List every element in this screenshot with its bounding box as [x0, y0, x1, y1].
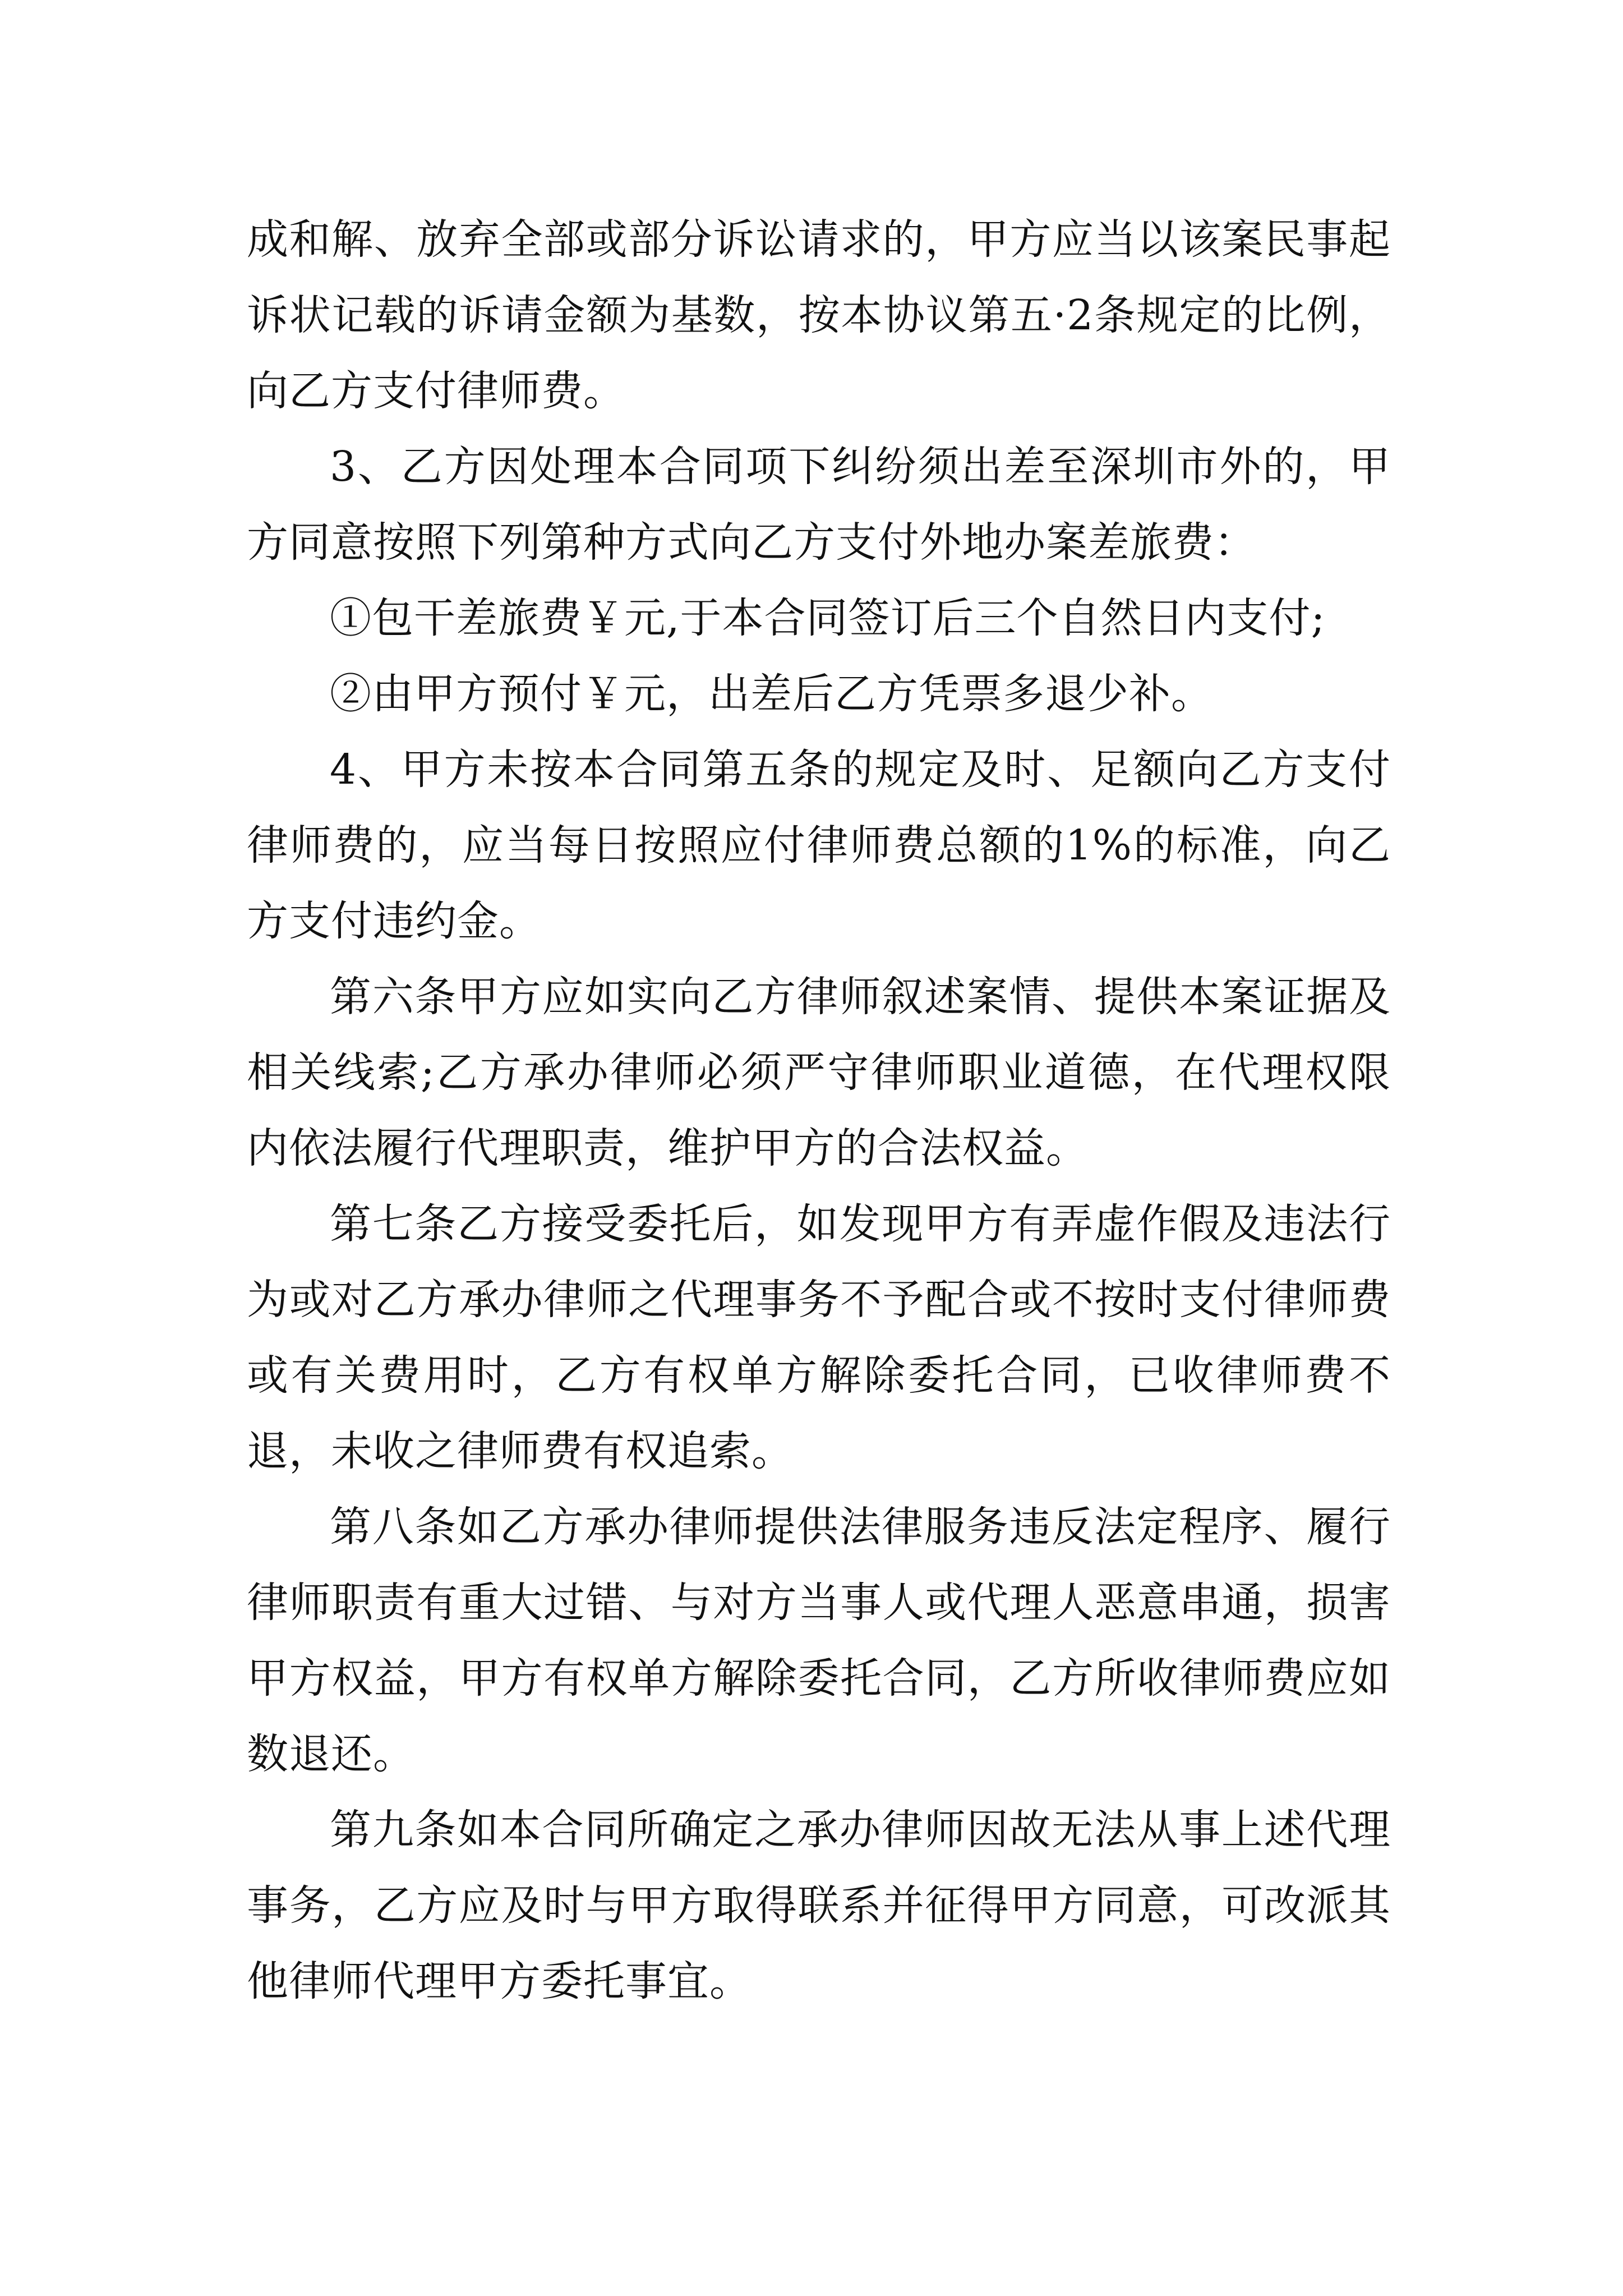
paragraph-late-payment-penalty: 4、甲方未按本合同第五条的规定及时、足额向乙方支付律师费的，应当每日按照应付律师费总额的1%的标准，向乙方支付违约金。 — [247, 746, 1391, 945]
paragraph-article-six: 第六条甲方应如实向乙方律师叙述案情、提供本案证据及相关线索;乙方承办律师必须严守律师职业道德，在代理权限内依法履行代理职责，维护甲方的合法权益。 — [247, 973, 1391, 1172]
paragraph-article-eight: 第八条如乙方承办律师提供法律服务违反法定程序、履行律师职责有重大过错、与对方当事人或代理人恶意串通，损害甲方权益，甲方有权单方解除委托合同，乙方所收律师费应如数退还。 — [247, 1503, 1391, 1778]
paragraph-option-lump-sum: ①包干差旅费￥元,于本合同签订后三个自然日内支付; — [330, 594, 1326, 642]
paragraph-option-prepaid: ②由甲方预付￥元，出差后乙方凭票多退少补。 — [330, 670, 1213, 718]
paragraph-settlement-continuation: 成和解、放弃全部或部分诉讼请求的，甲方应当以该案民事起诉状记载的诉请金额为基数，按本协议第五·2条规定的比例，向乙方支付律师费。 — [247, 215, 1391, 415]
paragraph-article-nine: 第九条如本合同所确定之承办律师因故无法从事上述代理事务，乙方应及时与甲方取得联系并征得甲方同意，可改派其他律师代理甲方委托事宜。 — [247, 1806, 1391, 2005]
paragraph-article-seven: 第七条乙方接受委托后，如发现甲方有弄虚作假及违法行为或对乙方承办律师之代理事务不予配合或不按时支付律师费或有关费用时，乙方有权单方解除委托合同，已收律师费不退，未收之律师费有权追索。 — [247, 1200, 1391, 1475]
document-body — [247, 202, 1391, 2019]
paragraph-travel-expenses: 3、乙方因处理本合同项下纠纷须出差至深圳市外的，甲方同意按照下列第种方式向乙方支付外地办案差旅费： — [247, 443, 1391, 567]
